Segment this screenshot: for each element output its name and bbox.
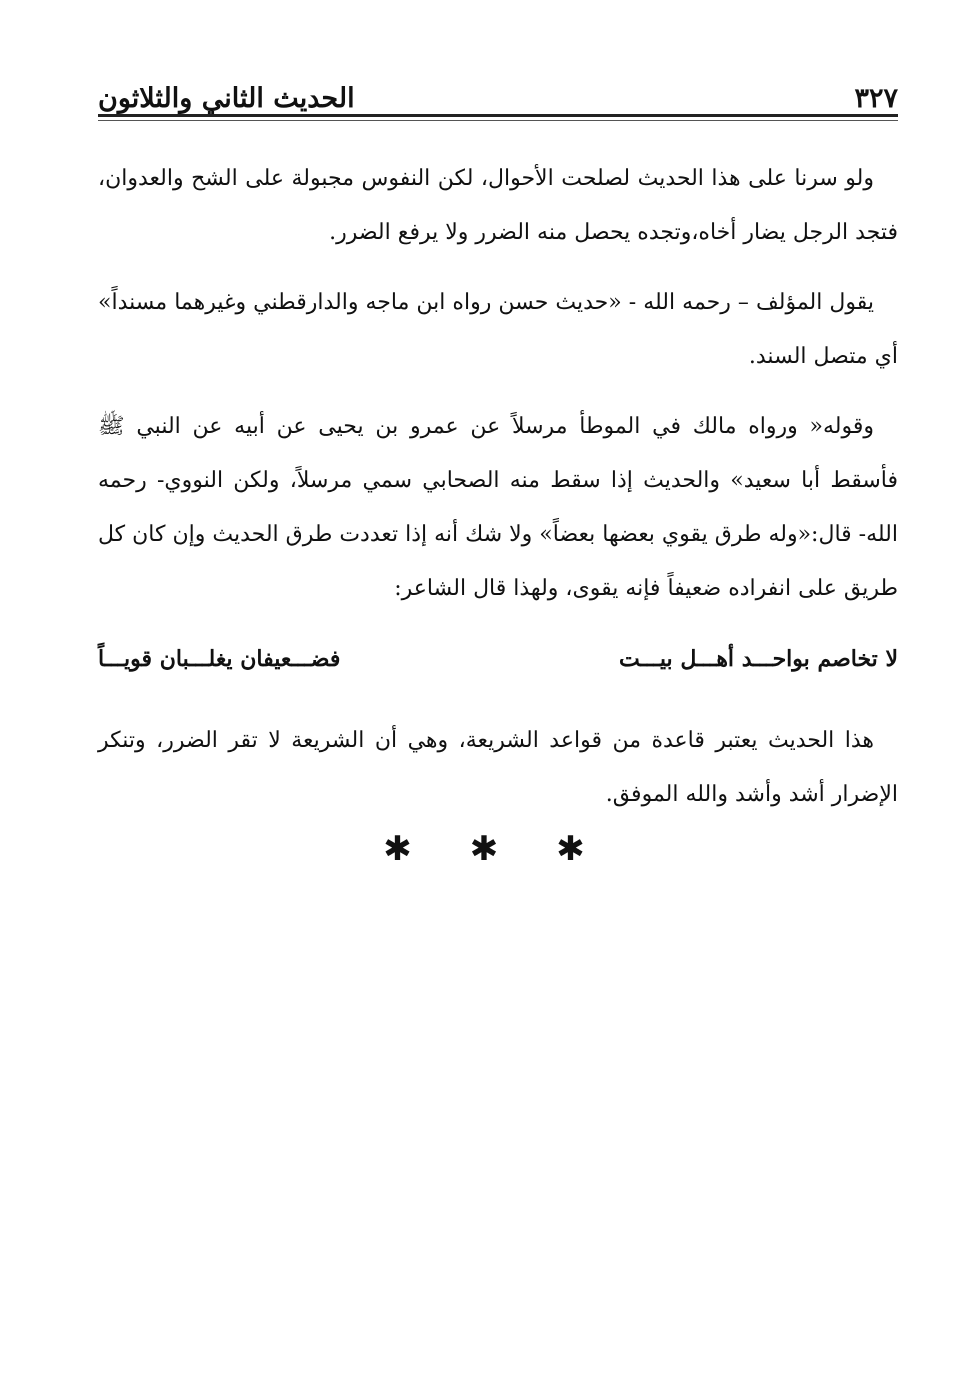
header-rule	[98, 114, 898, 117]
verse-first-hemistich: لا تخاصم بواحـــد أهـــل بيـــت	[618, 646, 898, 672]
section-separator	[0, 829, 968, 869]
closing-paragraph: هذا الحديث يعتبر قاعدة من قواعد الشريعة، وهي أن الشريعة لا تقر الضرر، وتنكر الإضرار أشد وأشد والله الموفق.	[98, 728, 898, 807]
asterisk-icon: ✱	[556, 829, 585, 869]
asterisk-icon: ✱	[469, 829, 499, 869]
paragraph-2: يقول المؤلف – رحمه الله - «حديث حسن رواه ابن ماجه والدارقطني وغيرهما مسنداً» أي متصل السند.	[98, 290, 898, 369]
asterisk-icon: ✱	[383, 829, 412, 869]
chapter-title: الحديث الثاني والثلاثون	[98, 83, 355, 114]
poetry-verse	[98, 632, 898, 686]
running-header	[98, 66, 898, 112]
paragraph-3: وقوله« ورواه مالك في الموطأ مرسلاً عن عمرو بن يحيى عن أبيه عن النبي ﷺ فأسقط أبا سعيد» والحديث إذا سقط منه الصحابي سمي مرسلاً، ولكن النووي- رحمه الله- قال:«وله طرق يقوي بعضها بعضاً» ولا شك أنه إذا تعددت طرق الحديث وإن كان كل طريق على انفراده ضعيفاً فإنه يقوى، ولهذا قال الشاعر:	[98, 414, 898, 601]
page-number: ٣٢٧	[854, 83, 898, 114]
header-rule-thin	[98, 120, 898, 121]
verse-second-hemistich: فضـــعيفان يغلـــبان قويـــاً	[98, 646, 341, 672]
main-text	[98, 152, 898, 838]
paragraph-1: ولو سرنا على هذا الحديث لصلحت الأحوال، لكن النفوس مجبولة على الشح والعدوان، فتجد الرجل يضار أخاه،وتجده يحصل منه الضرر ولا يرفع الضرر.	[98, 166, 898, 245]
